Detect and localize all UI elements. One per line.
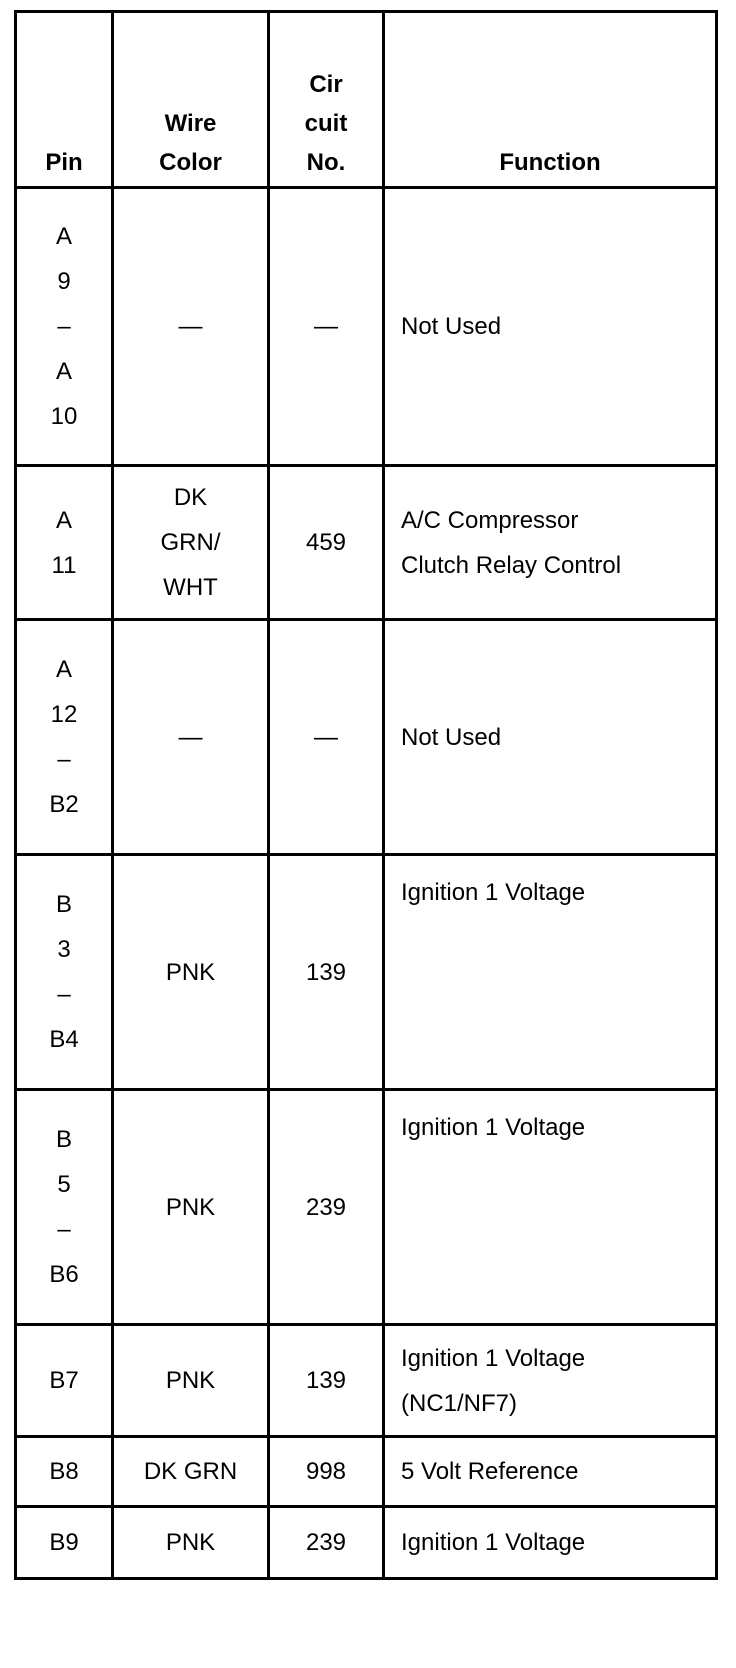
header-circuit-no xyxy=(269,12,384,188)
wire-color-cell-line: — xyxy=(178,313,203,340)
wire-color-cell-line: DK xyxy=(173,484,208,511)
pin-cell-line: A xyxy=(55,656,72,683)
wire-color-cell-line: WHT xyxy=(163,574,218,601)
function-cell-line: Ignition 1 Voltage xyxy=(401,1344,586,1372)
table-header-row xyxy=(16,12,717,188)
function-cell xyxy=(384,188,717,466)
header-wire-line: Color xyxy=(159,149,222,176)
function-cell-line: (NC1/NF7) xyxy=(401,1389,518,1417)
table-body xyxy=(16,188,717,1579)
wire-color-cell xyxy=(113,1325,269,1437)
pin-cell xyxy=(16,1437,113,1507)
connector-pinout-table xyxy=(14,10,718,1580)
header-wire-color xyxy=(113,12,269,188)
circuit-number-cell xyxy=(269,1437,384,1507)
pin-cell xyxy=(16,855,113,1090)
pin-cell-line: 10 xyxy=(50,403,78,430)
wire-color-cell xyxy=(113,1507,269,1579)
header-circuit-line: Cir xyxy=(309,71,343,98)
circuit-number-cell-line: 998 xyxy=(305,1458,347,1485)
table-row xyxy=(16,188,717,466)
pin-cell-line: B9 xyxy=(49,1529,79,1556)
wire-color-cell xyxy=(113,1090,269,1325)
function-cell-line: Not Used xyxy=(401,723,502,751)
header-pin xyxy=(16,12,113,188)
header-function-line: Function xyxy=(499,149,601,176)
function-cell-line: Ignition 1 Voltage xyxy=(401,879,586,906)
function-cell xyxy=(384,466,717,620)
function-cell xyxy=(384,620,717,855)
table-row xyxy=(16,1325,717,1437)
header-pin-line: Pin xyxy=(45,149,83,176)
circuit-number-cell xyxy=(269,1090,384,1325)
function-cell-line: Ignition 1 Voltage xyxy=(401,1529,586,1556)
table-row xyxy=(16,620,717,855)
function-cell xyxy=(384,1507,717,1579)
table-row xyxy=(16,1507,717,1579)
header-wire-line: Wire xyxy=(164,110,217,137)
wire-color-cell-line: PNK xyxy=(165,1367,216,1394)
circuit-number-cell xyxy=(269,855,384,1090)
circuit-number-cell-line: 139 xyxy=(305,958,347,986)
function-cell xyxy=(384,1325,717,1437)
function-cell-line: 5 Volt Reference xyxy=(401,1458,579,1485)
pin-cell-line: 12 xyxy=(50,701,78,728)
pin-cell-line: A xyxy=(55,223,72,250)
function-cell-line: Not Used xyxy=(401,313,502,340)
circuit-number-cell-line: 239 xyxy=(305,1193,347,1221)
function-cell xyxy=(384,1090,717,1325)
header-circuit-line: cuit xyxy=(304,110,348,137)
pin-cell-line: A xyxy=(55,358,72,385)
function-cell xyxy=(384,855,717,1090)
function-cell-line: Clutch Relay Control xyxy=(401,551,622,579)
circuit-number-cell-line: — xyxy=(314,313,338,340)
circuit-number-cell-line: — xyxy=(314,723,338,751)
pin-cell xyxy=(16,1325,113,1437)
pin-cell xyxy=(16,466,113,620)
wire-color-cell xyxy=(113,1437,269,1507)
pin-cell xyxy=(16,620,113,855)
pin-cell xyxy=(16,188,113,466)
pin-cell-line: – xyxy=(57,746,71,773)
wire-color-cell xyxy=(113,620,269,855)
circuit-number-cell xyxy=(269,620,384,855)
pin-cell-line: B2 xyxy=(49,791,79,818)
wire-color-cell-line: DK GRN xyxy=(143,1458,238,1485)
pin-cell-line: B8 xyxy=(49,1458,79,1485)
pin-cell-line: 5 xyxy=(57,1171,71,1198)
wire-color-cell-line: PNK xyxy=(165,1193,216,1221)
wire-color-cell-line: — xyxy=(178,723,203,751)
pin-cell-line: B7 xyxy=(49,1367,79,1394)
pin-cell-line: – xyxy=(57,981,71,1008)
table-row xyxy=(16,855,717,1090)
circuit-number-cell-line: 459 xyxy=(305,529,347,556)
pin-cell-line: – xyxy=(57,313,71,340)
circuit-number-cell xyxy=(269,188,384,466)
pin-cell-line: B xyxy=(55,1126,72,1153)
pin-cell-line: 9 xyxy=(57,268,71,295)
circuit-number-cell xyxy=(269,466,384,620)
wire-color-cell xyxy=(113,466,269,620)
wire-color-cell xyxy=(113,188,269,466)
pin-cell-line: B xyxy=(55,891,72,918)
pin-cell xyxy=(16,1507,113,1579)
wire-color-cell xyxy=(113,855,269,1090)
pin-cell-line: A xyxy=(55,506,72,534)
header-circuit-line: No. xyxy=(306,149,346,176)
pin-cell-line: 11 xyxy=(51,551,77,579)
wire-color-cell-line: GRN/ xyxy=(160,529,221,556)
circuit-number-cell xyxy=(269,1507,384,1579)
table-row xyxy=(16,1090,717,1325)
table-row xyxy=(16,1437,717,1507)
table-row xyxy=(16,466,717,620)
pin-cell-line: – xyxy=(57,1216,71,1243)
wire-color-cell-line: PNK xyxy=(165,1529,216,1556)
circuit-number-cell xyxy=(269,1325,384,1437)
pin-cell-line: 3 xyxy=(57,936,71,963)
function-cell-line: A/C Compressor xyxy=(401,506,579,534)
circuit-number-cell-line: 139 xyxy=(305,1367,347,1394)
circuit-number-cell-line: 239 xyxy=(305,1529,347,1556)
wire-color-cell-line: PNK xyxy=(165,958,216,986)
pin-cell-line: B6 xyxy=(49,1261,79,1288)
pin-cell xyxy=(16,1090,113,1325)
header-function xyxy=(384,12,717,188)
function-cell xyxy=(384,1437,717,1507)
function-cell-line: Ignition 1 Voltage xyxy=(401,1114,586,1141)
pin-cell-line: B4 xyxy=(49,1026,79,1053)
